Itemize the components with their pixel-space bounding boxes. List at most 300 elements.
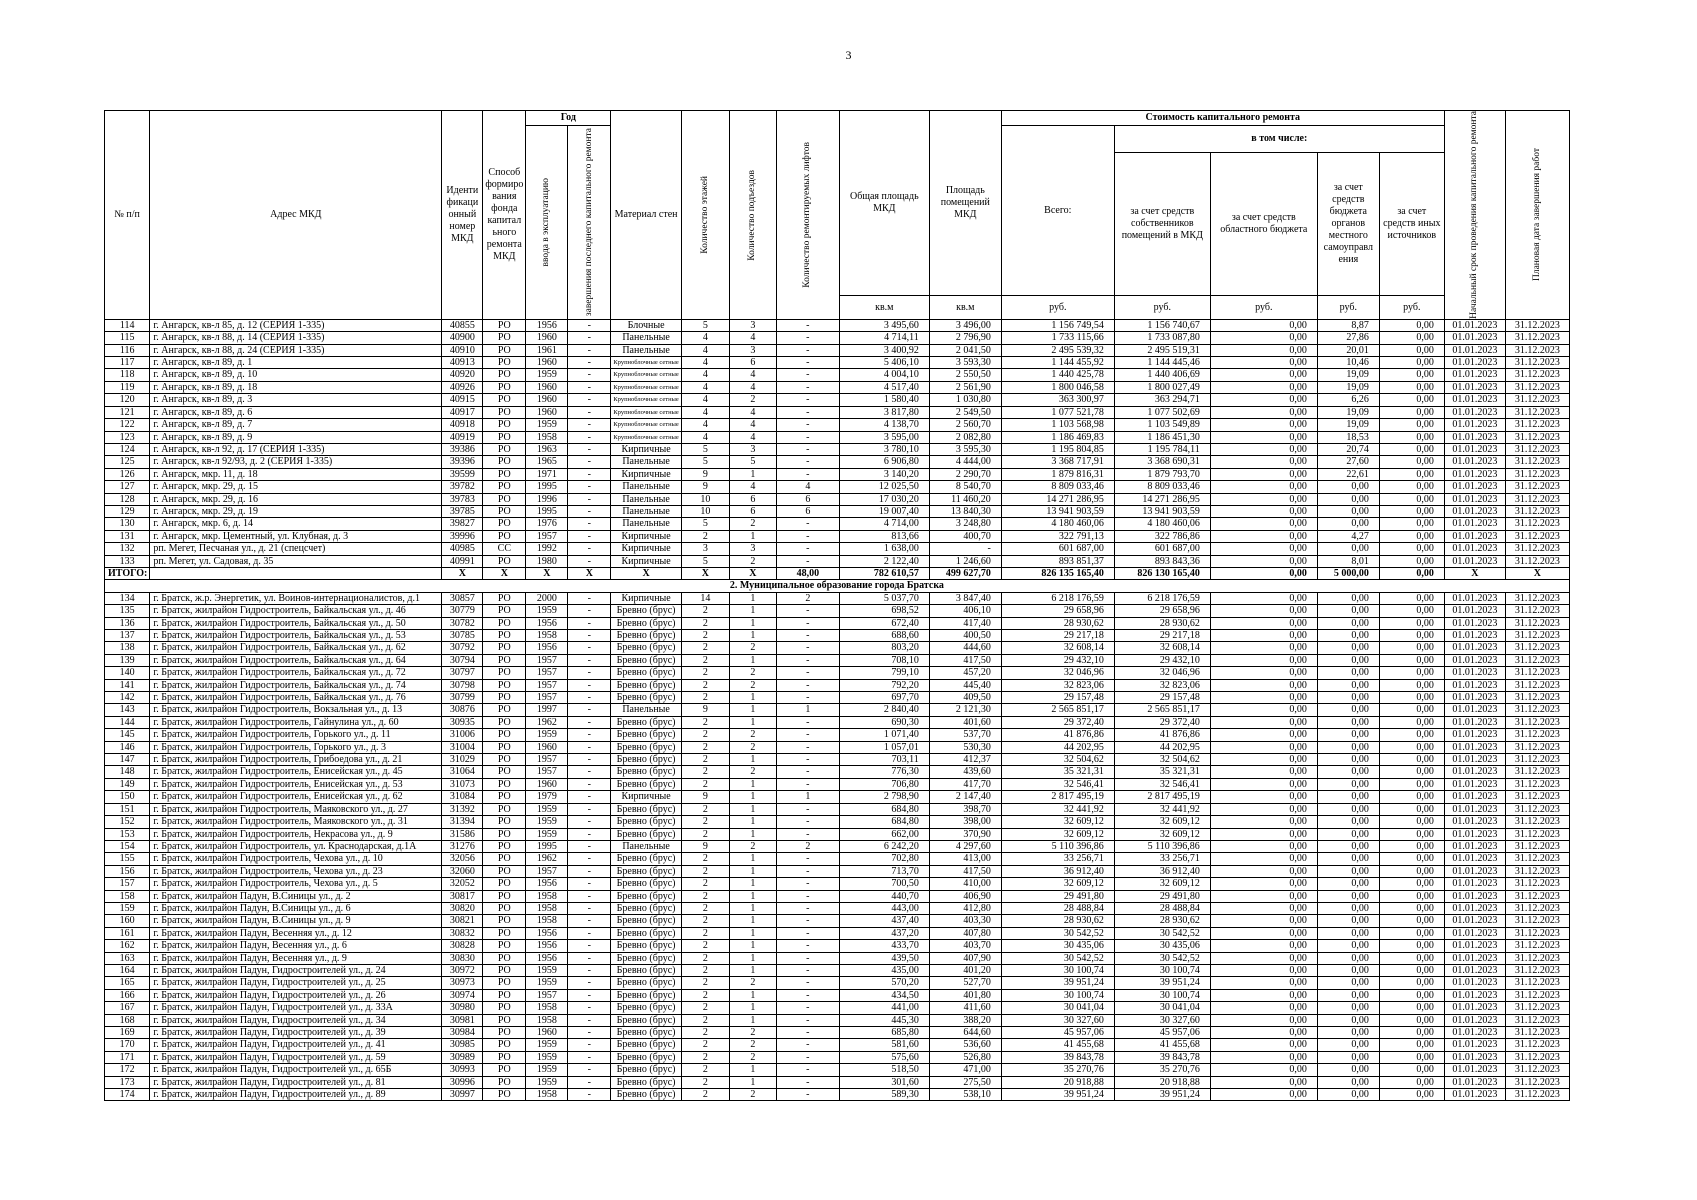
cell-entrances: 1: [729, 989, 776, 1001]
cell-start-date: 01.01.2023: [1444, 443, 1505, 455]
cell-wall-material: Панельные: [611, 332, 681, 344]
cell-lifts: -: [776, 890, 839, 902]
cell-total-cost: 29 658,96: [1001, 605, 1114, 617]
cell-total-cost: 1 156 749,54: [1001, 319, 1114, 331]
cell-room-area: 2 550,50: [929, 369, 1001, 381]
cell-lifts: -: [776, 419, 839, 431]
header-method: Способ формиро вания фонда капитал ьного ремонта МКД: [483, 111, 526, 320]
cell-entrances: 6: [729, 357, 776, 369]
header-local: за счет средств бюджета органов местного самоуправл ения: [1317, 152, 1379, 295]
cell-owners-cost: 39 843,78: [1114, 1051, 1210, 1063]
cell-lifts: -: [776, 1027, 839, 1039]
cell-address: г. Ангарск, кв-л 89, д. 7: [150, 419, 442, 431]
table-row: [105, 816, 1570, 828]
cell-owners-cost: 1 800 027,49: [1114, 381, 1210, 393]
cell-year-last-repair: -: [568, 766, 611, 778]
cell-owners-cost: 29 658,96: [1114, 605, 1210, 617]
cell-entrances: 2: [729, 977, 776, 989]
cell-local-cost: 0,00: [1317, 543, 1379, 555]
cell-entrances: 2: [729, 667, 776, 679]
cell-lifts: -: [776, 853, 839, 865]
cell-entrances: 2: [729, 679, 776, 691]
cell-address: г. Братск, жилрайон Падун, Весенняя ул., д. 12: [150, 927, 442, 939]
cell-row-num: 170: [105, 1039, 150, 1051]
cell-year-last-repair: -: [568, 1051, 611, 1063]
cell-ident-number: 39827: [442, 518, 483, 530]
cell-start-date: 01.01.2023: [1444, 902, 1505, 914]
cell-year-last-repair: -: [568, 543, 611, 555]
cell-local-cost: 0,00: [1317, 791, 1379, 803]
cell-other-cost: 0,00: [1379, 319, 1444, 331]
cell-local-cost: 19,09: [1317, 406, 1379, 418]
cell-total-cost: 1 144 455,92: [1001, 357, 1114, 369]
cell-other-cost: 0,00: [1379, 654, 1444, 666]
cell-room-area: 412,80: [929, 902, 1001, 914]
table-row: [105, 1051, 1570, 1063]
cell-address: рп. Мегет, Песчаная ул., д. 21 (спецсчет): [150, 543, 442, 555]
cell-year-last-repair: -: [568, 505, 611, 517]
table-row: [105, 592, 1570, 604]
cell-entrances: 2: [729, 394, 776, 406]
cell-year-last-repair: -: [568, 1089, 611, 1101]
table-row: [105, 890, 1570, 902]
cell-total-cost: 36 912,40: [1001, 865, 1114, 877]
cell-start-date: 01.01.2023: [1444, 592, 1505, 604]
cell-lifts: 6: [776, 493, 839, 505]
cell-regional-cost: 0,00: [1210, 1051, 1317, 1063]
cell-address: г. Ангарск, кв-л 89, д. 10: [150, 369, 442, 381]
cell-other-cost: 0,00: [1379, 704, 1444, 716]
cell-owners-cost: 36 912,40: [1114, 865, 1210, 877]
cell-local-cost: 0,00: [1317, 704, 1379, 716]
cell-floors: 2: [681, 630, 729, 642]
cell-floors: 2: [681, 605, 729, 617]
cell-address: г. Братск, жилрайон Падун, Гидростроителей ул., д. 33А: [150, 1002, 442, 1014]
cell-total-area: 19 007,40: [839, 505, 929, 517]
cell-fund-method: РО: [483, 716, 526, 728]
header-num: № п/п: [105, 111, 150, 320]
cell-fund-method: РО: [483, 357, 526, 369]
cell-wall-material: Кирпичные: [611, 468, 681, 480]
cell-regional-cost: 0,00: [1210, 1014, 1317, 1026]
cell-room-area: 409,50: [929, 692, 1001, 704]
cell-total-area: 3 595,00: [839, 431, 929, 443]
cell-total-cost: 32 046,96: [1001, 667, 1114, 679]
rows-bratsk: [105, 592, 1570, 1101]
cell-room-area: 417,40: [929, 617, 1001, 629]
cell-year-last-repair: -: [568, 989, 611, 1001]
cell-floors: 4: [681, 344, 729, 356]
table-row: [105, 1002, 1570, 1014]
cell-wall-material: Бревно (брус): [611, 754, 681, 766]
cell-regional-cost: 0,00: [1210, 840, 1317, 852]
cell-regional-cost: 0,00: [1210, 543, 1317, 555]
cell-local-cost: 19,09: [1317, 419, 1379, 431]
cell-owners-cost: 1 733 087,80: [1114, 332, 1210, 344]
cell-floors: 2: [681, 865, 729, 877]
cell-row-num: 127: [105, 481, 150, 493]
cell-local-cost: 0,00: [1317, 1039, 1379, 1051]
cell-room-area: 406,10: [929, 605, 1001, 617]
table-row: [105, 630, 1570, 642]
total-owners-cost: 826 130 165,40: [1114, 567, 1210, 579]
cell-regional-cost: 0,00: [1210, 803, 1317, 815]
cell-total-cost: 893 851,37: [1001, 555, 1114, 567]
table-row: [105, 803, 1570, 815]
cell-total-area: 2 122,40: [839, 555, 929, 567]
cell-floors: 2: [681, 1064, 729, 1076]
cell-total-area: 706,80: [839, 778, 929, 790]
cell-regional-cost: 0,00: [1210, 344, 1317, 356]
cell-lifts: -: [776, 778, 839, 790]
cell-fund-method: РО: [483, 394, 526, 406]
cell-regional-cost: 0,00: [1210, 654, 1317, 666]
cell-floors: 2: [681, 853, 729, 865]
cell-row-num: 133: [105, 555, 150, 567]
cell-owners-cost: 35 270,76: [1114, 1064, 1210, 1076]
cell-ident-number: 31392: [442, 803, 483, 815]
cell-end-date: 31.12.2023: [1505, 989, 1569, 1001]
cell-other-cost: 0,00: [1379, 543, 1444, 555]
table-row: [105, 791, 1570, 803]
cell-start-date: 01.01.2023: [1444, 1076, 1505, 1088]
cell-local-cost: 0,00: [1317, 803, 1379, 815]
cell-year-commission: 1956: [526, 878, 568, 890]
cell-floors: 2: [681, 617, 729, 629]
cell-entrances: 1: [729, 692, 776, 704]
cell-lifts: -: [776, 369, 839, 381]
cell-regional-cost: 0,00: [1210, 630, 1317, 642]
cell-floors: 2: [681, 1002, 729, 1014]
cell-start-date: 01.01.2023: [1444, 766, 1505, 778]
cell-start-date: 01.01.2023: [1444, 667, 1505, 679]
cell-ident-number: 30984: [442, 1027, 483, 1039]
cell-start-date: 01.01.2023: [1444, 964, 1505, 976]
cell-owners-cost: 20 918,88: [1114, 1076, 1210, 1088]
cell-start-date: 01.01.2023: [1444, 778, 1505, 790]
cell-row-num: 132: [105, 543, 150, 555]
cell-local-cost: 0,00: [1317, 1027, 1379, 1039]
cell-start-date: 01.01.2023: [1444, 419, 1505, 431]
cell-floors: 2: [681, 940, 729, 952]
cell-room-area: 8 540,70: [929, 481, 1001, 493]
cell-regional-cost: 0,00: [1210, 977, 1317, 989]
cell-ident-number: 39996: [442, 530, 483, 542]
cell-fund-method: РО: [483, 468, 526, 480]
cell-year-commission: 1961: [526, 344, 568, 356]
cell-ident-number: 32060: [442, 865, 483, 877]
cell-room-area: 13 840,30: [929, 505, 1001, 517]
cell-lifts: -: [776, 989, 839, 1001]
cell-entrances: 1: [729, 654, 776, 666]
table-row: [105, 679, 1570, 691]
cell-wall-material: Панельные: [611, 456, 681, 468]
cell-entrances: 4: [729, 369, 776, 381]
cell-ident-number: 39782: [442, 481, 483, 493]
header-start-text: Начальный срок проведения капитального ремонта: [1469, 111, 1480, 319]
cell-row-num: 172: [105, 1064, 150, 1076]
total-lifts: 48,00: [776, 567, 839, 579]
cell-year-commission: 1960: [526, 357, 568, 369]
header-room-area: Площадь помещений МКД: [929, 111, 1001, 296]
cell-total-area: 776,30: [839, 766, 929, 778]
cell-end-date: 31.12.2023: [1505, 630, 1569, 642]
cell-year-commission: 1980: [526, 555, 568, 567]
cell-room-area: 536,60: [929, 1039, 1001, 1051]
cell-total-area: 684,80: [839, 803, 929, 815]
cell-owners-cost: 32 504,62: [1114, 754, 1210, 766]
cell-year-last-repair: -: [568, 927, 611, 939]
cell-local-cost: 0,00: [1317, 692, 1379, 704]
cell-address: г. Ангарск, кв-л 88, д. 24 (СЕРИЯ 1-335): [150, 344, 442, 356]
cell-owners-cost: 29 432,10: [1114, 654, 1210, 666]
cell-year-last-repair: -: [568, 977, 611, 989]
cell-local-cost: 8,87: [1317, 319, 1379, 331]
header-year-repair: [568, 126, 611, 320]
table-row: [105, 468, 1570, 480]
cell-wall-material: Бревно (брус): [611, 766, 681, 778]
cell-year-last-repair: -: [568, 630, 611, 642]
cell-fund-method: РО: [483, 754, 526, 766]
cell-ident-number: 30792: [442, 642, 483, 654]
cell-lifts: -: [776, 344, 839, 356]
cell-other-cost: 0,00: [1379, 518, 1444, 530]
cell-total-area: 684,80: [839, 816, 929, 828]
cell-other-cost: 0,00: [1379, 468, 1444, 480]
cell-room-area: 2 561,90: [929, 381, 1001, 393]
cell-ident-number: 30799: [442, 692, 483, 704]
cell-other-cost: 0,00: [1379, 530, 1444, 542]
cell-total-cost: 35 321,31: [1001, 766, 1114, 778]
cell-year-commission: 1962: [526, 853, 568, 865]
cell-ident-number: 30832: [442, 927, 483, 939]
cell-lifts: -: [776, 940, 839, 952]
cell-year-commission: 1959: [526, 964, 568, 976]
cell-year-last-repair: -: [568, 369, 611, 381]
cell-end-date: 31.12.2023: [1505, 456, 1569, 468]
cell-start-date: 01.01.2023: [1444, 878, 1505, 890]
cell-wall-material: Бревно (брус): [611, 989, 681, 1001]
cell-floors: 2: [681, 890, 729, 902]
cell-room-area: 2 147,40: [929, 791, 1001, 803]
cell-start-date: 01.01.2023: [1444, 865, 1505, 877]
cell-regional-cost: 0,00: [1210, 729, 1317, 741]
cell-fund-method: РО: [483, 964, 526, 976]
cell-other-cost: 0,00: [1379, 1002, 1444, 1014]
cell-owners-cost: 1 156 740,67: [1114, 319, 1210, 331]
cell-row-num: 156: [105, 865, 150, 877]
cell-address: г. Братск, жилрайон Падун, Гидростроителей ул., д. 25: [150, 977, 442, 989]
cell-entrances: 4: [729, 332, 776, 344]
cell-row-num: 129: [105, 505, 150, 517]
cell-address: г. Братск, жилрайон Падун, Весенняя ул., д. 9: [150, 952, 442, 964]
cell-wall-material: Бревно (брус): [611, 692, 681, 704]
cell-total-cost: 601 687,00: [1001, 543, 1114, 555]
cell-year-last-repair: -: [568, 431, 611, 443]
cell-regional-cost: 0,00: [1210, 692, 1317, 704]
cell-floors: 2: [681, 530, 729, 542]
cell-regional-cost: 0,00: [1210, 791, 1317, 803]
cell-owners-cost: 29 217,18: [1114, 630, 1210, 642]
unit-owners: руб.: [1114, 296, 1210, 320]
cell-ident-number: 40915: [442, 394, 483, 406]
cell-end-date: 31.12.2023: [1505, 952, 1569, 964]
cell-end-date: 31.12.2023: [1505, 927, 1569, 939]
unit-regional: руб.: [1210, 296, 1317, 320]
cell-address: г. Братск, жилрайон Падун, В.Синицы ул., д. 9: [150, 915, 442, 927]
cell-year-last-repair: -: [568, 481, 611, 493]
cell-ident-number: 31586: [442, 828, 483, 840]
cell-wall-material: Панельные: [611, 840, 681, 852]
cell-other-cost: 0,00: [1379, 505, 1444, 517]
cell-total-area: 690,30: [839, 716, 929, 728]
table-row: [105, 902, 1570, 914]
cell-floors: 2: [681, 667, 729, 679]
cell-regional-cost: 0,00: [1210, 468, 1317, 480]
cell-year-commission: 1957: [526, 692, 568, 704]
cell-total-cost: 29 217,18: [1001, 630, 1114, 642]
cell-other-cost: 0,00: [1379, 840, 1444, 852]
cell-wall-material: Крупноблочные сетные: [611, 394, 681, 406]
cell-total-area: 813,66: [839, 530, 929, 542]
cell-address: г. Ангарск, мкр. 29, д. 16: [150, 493, 442, 505]
cell-year-last-repair: -: [568, 840, 611, 852]
cell-start-date: 01.01.2023: [1444, 1051, 1505, 1063]
cell-year-last-repair: -: [568, 704, 611, 716]
cell-start-date: 01.01.2023: [1444, 654, 1505, 666]
cell-start-date: 01.01.2023: [1444, 357, 1505, 369]
cell-regional-cost: 0,00: [1210, 642, 1317, 654]
cell-year-commission: 1956: [526, 940, 568, 952]
cell-regional-cost: 0,00: [1210, 828, 1317, 840]
cell-room-area: -: [929, 543, 1001, 555]
cell-total-cost: 1 879 816,31: [1001, 468, 1114, 480]
cell-room-area: 412,37: [929, 754, 1001, 766]
cell-total-area: 4 714,00: [839, 518, 929, 530]
cell-year-last-repair: -: [568, 1076, 611, 1088]
cell-address: г. Ангарск, кв-л 89, д. 9: [150, 431, 442, 443]
cell-local-cost: 22,61: [1317, 468, 1379, 480]
table-row: [105, 505, 1570, 517]
cell-local-cost: 0,00: [1317, 853, 1379, 865]
cell-local-cost: 0,00: [1317, 505, 1379, 517]
cell-regional-cost: 0,00: [1210, 1039, 1317, 1051]
cell-start-date: 01.01.2023: [1444, 853, 1505, 865]
cell-entrances: 3: [729, 543, 776, 555]
cell-wall-material: Бревно (брус): [611, 1051, 681, 1063]
cell-row-num: 139: [105, 654, 150, 666]
cell-total-cost: 1 077 521,78: [1001, 406, 1114, 418]
cell-fund-method: РО: [483, 927, 526, 939]
cell-start-date: 01.01.2023: [1444, 431, 1505, 443]
cell-room-area: 406,90: [929, 890, 1001, 902]
cell-regional-cost: 0,00: [1210, 890, 1317, 902]
cell-row-num: 147: [105, 754, 150, 766]
section-title: 2. Муниципальное образование города Братска: [105, 580, 1570, 592]
cell-total-area: 708,10: [839, 654, 929, 666]
cell-ident-number: 30779: [442, 605, 483, 617]
cell-ident-number: 30985: [442, 1039, 483, 1051]
cell-year-commission: 1959: [526, 977, 568, 989]
cell-year-commission: 1959: [526, 1064, 568, 1076]
cell-year-last-repair: -: [568, 964, 611, 976]
cell-other-cost: 0,00: [1379, 865, 1444, 877]
cell-start-date: 01.01.2023: [1444, 890, 1505, 902]
cell-wall-material: Бревно (брус): [611, 654, 681, 666]
cell-address: г. Братск, жилрайон Гидростроитель, Байкальская ул., д. 50: [150, 617, 442, 629]
cell-ident-number: 31029: [442, 754, 483, 766]
cell-local-cost: 0,00: [1317, 1002, 1379, 1014]
cell-floors: 4: [681, 357, 729, 369]
cell-regional-cost: 0,00: [1210, 605, 1317, 617]
cell-local-cost: 10,46: [1317, 357, 1379, 369]
cell-start-date: 01.01.2023: [1444, 803, 1505, 815]
cell-end-date: 31.12.2023: [1505, 1014, 1569, 1026]
cell-total-area: 433,70: [839, 940, 929, 952]
cell-local-cost: 18,53: [1317, 431, 1379, 443]
cell-floors: 4: [681, 381, 729, 393]
cell-floors: 2: [681, 741, 729, 753]
cell-address: г. Братск, жилрайон Падун, Гидростроителей ул., д. 81: [150, 1076, 442, 1088]
cell-end-date: 31.12.2023: [1505, 530, 1569, 542]
cell-lifts: -: [776, 915, 839, 927]
cell-year-commission: 1957: [526, 989, 568, 1001]
cell-fund-method: РО: [483, 1002, 526, 1014]
cell-local-cost: 0,00: [1317, 878, 1379, 890]
cell-regional-cost: 0,00: [1210, 865, 1317, 877]
cell-other-cost: 0,00: [1379, 443, 1444, 455]
cell-wall-material: Бревно (брус): [611, 902, 681, 914]
cell-year-last-repair: -: [568, 679, 611, 691]
cell-owners-cost: 32 609,12: [1114, 828, 1210, 840]
table-row: [105, 654, 1570, 666]
cell-entrances: 1: [729, 704, 776, 716]
cell-owners-cost: 45 957,06: [1114, 1027, 1210, 1039]
cell-fund-method: РО: [483, 1014, 526, 1026]
cell-regional-cost: 0,00: [1210, 1064, 1317, 1076]
cell-regional-cost: 0,00: [1210, 394, 1317, 406]
cell-wall-material: Крупноблочные сетные: [611, 357, 681, 369]
cell-year-last-repair: -: [568, 791, 611, 803]
cell-total-area: 2 798,90: [839, 791, 929, 803]
cell-fund-method: РО: [483, 853, 526, 865]
cell-address: г. Братск, жилрайон Гидростроитель, Маяковского ул., д. 27: [150, 803, 442, 815]
cell-total-cost: 1 440 425,78: [1001, 369, 1114, 381]
total-wall-material: X: [611, 567, 681, 579]
cell-regional-cost: 0,00: [1210, 493, 1317, 505]
cell-entrances: 1: [729, 468, 776, 480]
cell-total-cost: 32 609,12: [1001, 828, 1114, 840]
cell-owners-cost: 32 546,41: [1114, 778, 1210, 790]
cell-entrances: 1: [729, 617, 776, 629]
table-row: [105, 642, 1570, 654]
cell-local-cost: 6,26: [1317, 394, 1379, 406]
cell-address: рп. Мегет, ул. Садовая, д. 35: [150, 555, 442, 567]
table-row: [105, 915, 1570, 927]
cell-floors: 9: [681, 840, 729, 852]
cell-floors: 2: [681, 654, 729, 666]
cell-address: г. Братск, жилрайон Гидростроитель, Байкальская ул., д. 62: [150, 642, 442, 654]
cell-lifts: -: [776, 716, 839, 728]
cell-floors: 9: [681, 468, 729, 480]
cell-lifts: -: [776, 828, 839, 840]
cell-ident-number: 39785: [442, 505, 483, 517]
cell-start-date: 01.01.2023: [1444, 1089, 1505, 1101]
cell-entrances: 2: [729, 741, 776, 753]
cell-local-cost: 20,74: [1317, 443, 1379, 455]
cell-fund-method: РО: [483, 816, 526, 828]
cell-ident-number: 31064: [442, 766, 483, 778]
